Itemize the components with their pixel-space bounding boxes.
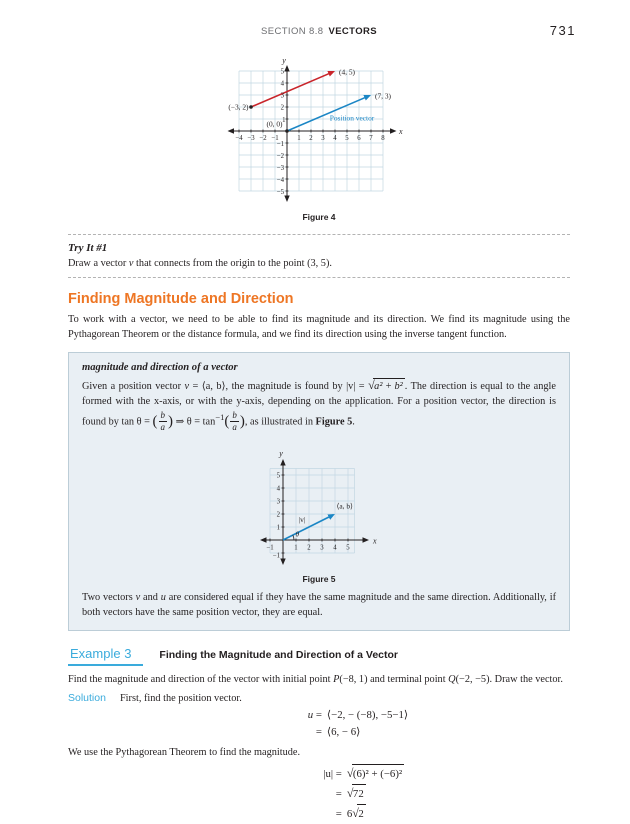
fig5-y-tick: −1	[272, 552, 280, 560]
figure5-caption: Figure 5	[302, 574, 336, 585]
fig5-y-tick: 3	[276, 498, 280, 506]
red-start-point	[249, 105, 253, 109]
vector-v-variable: v	[135, 592, 141, 604]
figure-reference: Figure 5	[315, 416, 353, 428]
point-Q-variable: Q	[448, 673, 456, 685]
fig4-y-tick: −5	[276, 189, 284, 196]
equation-rhs: ⟨6, − 6⟩	[326, 726, 361, 739]
radicand: a² + b²	[373, 378, 405, 394]
fig4-x-tick: 3	[321, 135, 325, 142]
fig5-y-axis-label: y	[279, 449, 283, 459]
divider	[68, 234, 570, 235]
radical-sign: √	[352, 805, 359, 820]
page-number: 731	[549, 23, 576, 38]
fig4-x-tick: 4	[333, 135, 337, 142]
try-it-label: Try It #1	[68, 242, 108, 254]
problem-text: Find the magnitude and direction of the vector with initial point	[68, 673, 334, 685]
fig5-y-tick: 4	[276, 485, 280, 493]
fig4-y-tick: −2	[276, 153, 284, 160]
theta-label: θ	[295, 529, 300, 539]
radical-sign: √	[346, 785, 354, 800]
fig4-x-tick: −1	[271, 135, 279, 142]
origin-label: (0, 0)	[266, 119, 283, 129]
equation-rhs: ⟨−2, − (−8), −5−1⟩	[326, 709, 409, 722]
origin-point	[285, 129, 289, 133]
fig4-y-tick: 4	[280, 80, 284, 88]
definition-text: Two vectors	[82, 592, 136, 604]
fraction-numerator: b	[160, 410, 166, 421]
fraction-b-over-a	[230, 411, 239, 432]
try-it-body	[68, 258, 570, 269]
section-intro: To work with a vector, we need to be able to find its magnitude and its direction. We find its magnitude using the Pythagorean Theorem or the distance formula, and we find its direction using the inverse tangent function.	[68, 314, 570, 340]
radical-sign: √	[346, 765, 354, 780]
equation-lhs: =	[335, 787, 342, 800]
fig4-x-tick: 8	[381, 135, 385, 142]
fig4-y-tick: 3	[280, 92, 284, 100]
try-it-text: that connects from the origin to the point (3, 5).	[133, 258, 332, 269]
example-title: Finding the Magnitude and Direction of a Vector	[159, 648, 399, 661]
point-P-variable: P	[333, 673, 340, 685]
fraction-numerator: b	[232, 410, 237, 421]
equation-row	[290, 707, 408, 724]
equality-paragraph	[82, 590, 556, 620]
equation-row	[310, 784, 404, 804]
definition-body	[82, 378, 556, 432]
fig4-x-tick: 1	[297, 135, 301, 142]
figure4-graph	[224, 56, 414, 206]
section-number: SECTION 8.8	[260, 26, 324, 37]
equation-lhs: |u| =	[323, 767, 342, 780]
example-problem	[68, 673, 570, 688]
example-label: Example 3	[68, 646, 143, 666]
fig5-x-tick: −1	[266, 544, 274, 552]
fig5-y-tick: 1	[276, 524, 280, 532]
problem-text: (−2, −5). Draw the vector.	[455, 673, 563, 685]
fraction-denominator: a	[160, 421, 166, 432]
inverse-superscript: −1	[215, 411, 225, 422]
vector-u-variable: u	[160, 592, 166, 604]
fig5-x-axis-label: x	[373, 536, 377, 546]
solution-intro: First, find the position vector.	[119, 693, 242, 705]
fig4-y-tick: 2	[280, 104, 284, 112]
x-axis-left-arrow	[260, 537, 267, 542]
fig5-y-tick: 2	[276, 511, 280, 519]
equation-row	[310, 764, 404, 784]
y-axis-top-arrow	[284, 65, 289, 72]
vector-v	[283, 515, 333, 540]
try-it-text: Draw a vector	[68, 258, 129, 269]
definition-box	[68, 352, 570, 630]
open-paren: (	[224, 413, 230, 430]
section-heading: Finding Magnitude and Direction	[68, 291, 294, 307]
y-axis-top-arrow	[280, 459, 285, 466]
y-axis-bottom-arrow	[280, 559, 285, 566]
radicand: 72	[352, 784, 366, 804]
figure5-graph	[243, 436, 395, 568]
definition-text: ⇒ θ = tan	[173, 416, 216, 428]
fig4-x-tick: 2	[309, 135, 313, 142]
figure4-block	[68, 56, 570, 222]
equation-lhs: =	[315, 726, 322, 739]
definition-text: Given a position vector	[82, 381, 185, 393]
equation-row	[290, 724, 408, 741]
fig5-x-tick: 4	[333, 544, 337, 552]
coefficient: 6	[346, 807, 353, 820]
fig5-y-tick: 5	[276, 472, 280, 480]
problem-text: (−8, 1) and terminal point	[339, 673, 449, 685]
example-header	[68, 646, 570, 666]
fig5-x-tick: 2	[307, 544, 311, 552]
fig4-y-axis-label: y	[282, 56, 286, 65]
equation-rhs	[347, 764, 404, 784]
definition-text: are considered equal if they have the same magnitude and the same direction. Additionally, if both vectors have the same position vector, they are equal.	[82, 592, 556, 619]
fig4-x-tick: 6	[357, 135, 361, 142]
section-title: VECTORS	[328, 26, 378, 37]
figure5-block	[82, 436, 556, 584]
x-axis-left-arrow	[228, 128, 235, 134]
fig5-x-tick: 3	[320, 544, 324, 552]
theta-angle-arc	[293, 535, 294, 540]
divider	[68, 277, 570, 278]
definition-text: and	[140, 592, 161, 604]
close-paren: )	[239, 413, 245, 430]
fig4-x-tick: 5	[345, 135, 349, 142]
fig4-x-tick: −2	[259, 135, 267, 142]
radicand: (6)² + (−6)²	[352, 764, 404, 784]
definition-text: , as illustrated in	[244, 416, 316, 428]
equation-rhs	[347, 784, 366, 804]
solution-label: Solution	[68, 692, 106, 705]
close-paren: )	[168, 413, 174, 430]
definition-text: = ⟨a, b⟩, the magnitude is found by |v| =	[189, 381, 369, 393]
position-vector-annotation: Position vector	[329, 113, 375, 123]
fig4-x-tick: 7	[369, 135, 373, 142]
fraction-b-over-a	[159, 411, 168, 432]
blue-tip-label: (7, 3)	[375, 91, 392, 101]
fig4-y-tick: 1	[282, 117, 286, 124]
try-it-block	[68, 242, 570, 269]
figure4-caption: Figure 4	[302, 212, 336, 222]
red-start-label: (−3, 2)	[228, 102, 249, 112]
fig4-y-tick: −1	[276, 141, 284, 148]
equation-lhs: =	[335, 807, 342, 820]
definition-text: . The direction is equal to the angle formed with the x-axis, or with the y-axis, depending on the application. For a position vector, the direction is found by tan θ =	[82, 381, 556, 428]
x-axis-right-arrow	[363, 537, 370, 542]
vector-v-variable: v	[184, 381, 190, 393]
pythagorean-text: We use the Pythagorean Theorem to find the magnitude.	[68, 747, 301, 759]
vector-v-variable: v	[128, 258, 134, 269]
definition-title: magnitude and direction of a vector	[82, 362, 238, 374]
open-paren: (	[152, 413, 158, 430]
definition-text: .	[352, 416, 355, 428]
running-head	[68, 23, 576, 40]
fig4-x-tick: −4	[235, 135, 243, 142]
solution-line	[68, 692, 570, 704]
radical-sign: √	[368, 378, 375, 393]
vector-tip-label: ⟨a, b⟩	[336, 501, 353, 511]
fig5-x-tick: 1	[294, 544, 298, 552]
fraction-denominator: a	[232, 421, 237, 432]
equation-lhs	[290, 707, 322, 724]
equation-rhs	[347, 804, 366, 824]
fig4-y-tick: −4	[276, 177, 284, 184]
fig4-y-tick: 5	[280, 68, 284, 76]
red-tip-label: (4, 5)	[339, 67, 356, 77]
vector-u-variable: u	[307, 709, 314, 722]
radicand: 2	[357, 804, 365, 824]
fig4-x-tick: −3	[247, 135, 255, 142]
y-axis-bottom-arrow	[284, 196, 289, 203]
fig4-x-axis-label: x	[399, 127, 403, 136]
position-vector-equations	[290, 707, 408, 741]
magnitude-label: |v|	[298, 515, 306, 525]
equation-row	[310, 804, 404, 824]
fig4-y-tick: −3	[276, 165, 284, 172]
x-axis-right-arrow	[390, 128, 397, 134]
fig5-x-tick: 5	[346, 544, 350, 552]
equals-sign: =	[313, 709, 322, 722]
